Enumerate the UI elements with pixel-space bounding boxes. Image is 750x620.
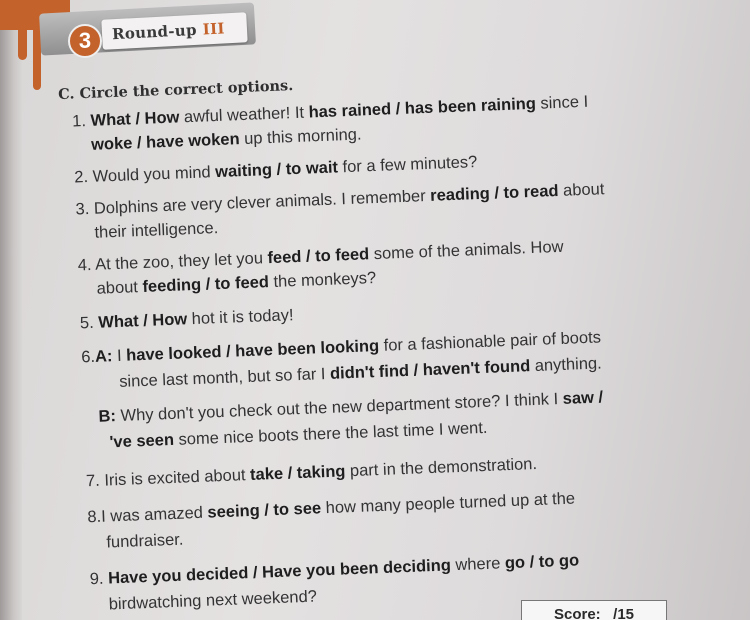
item-text: for a few minutes? [337,153,478,177]
item-text: hot it is today! [186,306,294,329]
item-number: 8. [87,507,102,527]
item-number: 7. [85,471,101,491]
item-text: birdwatching next weekend? [108,587,318,614]
item-text: I was amazed [100,503,208,526]
item-number: 2. [74,167,89,187]
option-choice[interactable]: didn't find / haven't found [329,357,531,383]
item-number: 5. [79,313,95,333]
option-choice[interactable]: woke / have woken [90,130,240,154]
item-text: about [96,277,143,298]
score-label: Score: [553,606,601,620]
option-choice[interactable]: What / How [97,310,188,332]
unit-number-badge: 3 [68,24,102,58]
item-text: about [558,180,605,200]
exercise-item-8 [87,487,576,530]
option-choice[interactable]: seeing / to see [207,499,322,522]
option-choice[interactable]: take / taking [249,462,346,484]
option-choice[interactable]: What / How [90,108,180,130]
item-text: fundraiser. [106,530,184,552]
item-text: since I [535,92,589,113]
unit-title-text: Round-up [111,20,198,44]
exercise-item-7 [86,452,538,493]
option-choice[interactable]: Have you decided / Have you been deciding [107,556,452,588]
score-total: /15 [613,606,635,620]
item-text: how many people turned up at the [320,489,576,518]
option-choice[interactable]: go / to go [504,551,580,573]
item-number: 9. [89,569,104,589]
item-text: part in the demonstration. [345,454,538,481]
item-text: Would you mind [92,163,216,186]
speaker-label: A: [94,347,113,366]
exercise-instruction: C. Circle the correct options. [57,77,294,104]
item-text: some nice boots there the last time I went. [173,418,488,449]
option-choice[interactable]: feeding / to feed [142,273,270,296]
option-choice[interactable]: waiting / to wait [214,158,339,182]
item-text: At the zoo, they let you [94,249,268,274]
item-number: 6. [80,347,96,367]
item-text: where [450,554,506,575]
item-text: Iris is excited about [104,465,251,490]
score-box [521,600,667,620]
item-number: 3. [75,199,90,219]
item-text: awful weather! It [179,103,309,127]
option-choice[interactable]: feed / to feed [267,245,370,268]
item-text: since last month, but so far I [118,364,331,391]
item-text: up this morning. [239,125,362,149]
unit-roman-numeral: III [202,19,226,39]
item-text: for a fashionable pair of boots [378,328,602,355]
item-text: Dolphins are very clever animals. I remember [93,186,431,218]
item-text: their intelligence. [94,219,219,242]
option-choice[interactable]: saw / [562,388,604,408]
exercise-item-3-line-2 [94,216,219,245]
option-choice[interactable]: 've seen [109,430,175,452]
exercise-item-5 [80,303,294,335]
item-text: I [112,346,127,366]
exercise-item-9-line-2 [108,585,317,617]
speaker-label: B: [98,407,117,426]
item-text: the monkeys? [268,269,377,292]
exercise-item-9 [89,548,579,591]
option-choice[interactable]: have looked / have been looking [125,336,380,365]
item-text: Why don't you check out the new department store? I think I [115,389,564,426]
option-choice[interactable]: reading / to read [429,181,559,205]
item-number: 4. [77,255,92,275]
item-text: some of the animals. How [368,237,564,264]
item-text: anything. [529,354,603,376]
item-number: 1. [71,112,87,131]
exercise-item-8-line-2 [106,528,184,555]
option-choice[interactable]: has rained / has been raining [308,94,537,122]
